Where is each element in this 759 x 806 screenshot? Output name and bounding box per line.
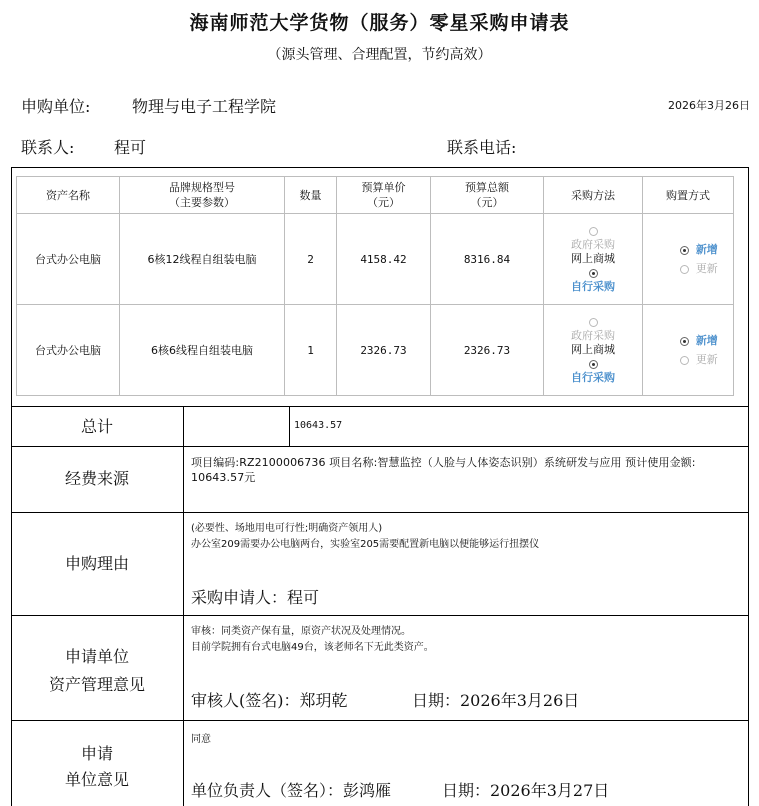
total-value: 10643.57 bbox=[294, 420, 343, 431]
unit-value: 物理与电子工程学院 bbox=[132, 97, 277, 116]
radio-gov-purchase[interactable] bbox=[589, 318, 598, 327]
items-header-row bbox=[17, 177, 734, 214]
col-qty: 数量 bbox=[285, 177, 337, 214]
radio-new[interactable] bbox=[680, 246, 689, 255]
option-new: 新增 bbox=[695, 334, 718, 347]
form-title: 海南师范大学货物（服务）零星采购申请表 bbox=[189, 12, 570, 34]
col-name: 资产名称 bbox=[17, 177, 120, 214]
funding-text: 项目编码:RZ2100006736 项目名称:智慧监控（人脸与人体姿态识别）系统研发与应用 预计使用金额: 10643.57元 bbox=[191, 456, 696, 484]
option-gov-purchase: 政府采购 bbox=[571, 238, 615, 251]
item-qty: 2 bbox=[285, 214, 337, 305]
item-qty: 1 bbox=[285, 305, 337, 396]
item-name: 台式办公电脑 bbox=[17, 305, 120, 396]
divider bbox=[11, 512, 749, 513]
col-total: 预算总额 （元） bbox=[431, 177, 544, 214]
option-self-purchase: 自行采购 bbox=[571, 371, 615, 384]
purchase-method-group bbox=[544, 305, 643, 396]
col-method: 采购方法 bbox=[544, 177, 643, 214]
unit-label: 申购单位: bbox=[21, 97, 91, 116]
item-unit-price: 4158.42 bbox=[337, 214, 431, 305]
form-subtitle: （源头管理、合理配置，节约高效） bbox=[267, 47, 492, 63]
radio-new[interactable] bbox=[680, 337, 689, 346]
option-update: 更新 bbox=[695, 353, 718, 366]
option-gov-purchase: 政府采购 bbox=[571, 329, 615, 342]
reason-label: 申购理由 bbox=[64, 554, 129, 573]
radio-self-purchase[interactable] bbox=[589, 269, 598, 278]
contact-value: 程可 bbox=[114, 138, 147, 157]
purchase-method-group bbox=[544, 214, 643, 305]
purchase-mode-group bbox=[643, 305, 734, 396]
reviewer-signature: 审核人(签名)：郑玥乾 bbox=[191, 691, 348, 710]
leader-date: 日期：2026年3月27日 bbox=[442, 781, 610, 800]
option-online-mall: 网上商城 bbox=[571, 252, 615, 265]
option-new: 新增 bbox=[695, 243, 718, 256]
unit-opinion-text: 同意 bbox=[191, 734, 211, 745]
table-row bbox=[17, 305, 734, 396]
asset-opinion-label: 申请单位 资产管理意见 bbox=[48, 647, 145, 694]
contact-label: 联系人: bbox=[21, 138, 75, 157]
applicant-signature: 采购申请人：程可 bbox=[191, 588, 320, 607]
leader-signature: 单位负责人（签名）：彭鸿雁 bbox=[191, 781, 392, 800]
purchase-mode-group bbox=[643, 214, 734, 305]
option-update: 更新 bbox=[695, 262, 718, 275]
col-spec: 品牌规格型号 （主要参数） bbox=[120, 177, 285, 214]
divider bbox=[11, 406, 749, 407]
item-unit-price: 2326.73 bbox=[337, 305, 431, 396]
item-total: 8316.84 bbox=[431, 214, 544, 305]
reason-text: 办公室209需要办公电脑两台，实验室205需要配置新电脑以便能够运行扭摆仪 bbox=[191, 539, 540, 550]
radio-gov-purchase[interactable] bbox=[589, 227, 598, 236]
item-total: 2326.73 bbox=[431, 305, 544, 396]
radio-update[interactable] bbox=[680, 356, 689, 365]
item-spec: 6核6线程自组装电脑 bbox=[120, 305, 285, 396]
review-date: 日期：2026年3月26日 bbox=[412, 691, 580, 710]
option-online-mall: 网上商城 bbox=[571, 343, 615, 356]
divider bbox=[11, 615, 749, 616]
phone-label: 联系电话: bbox=[447, 138, 517, 157]
radio-update[interactable] bbox=[680, 265, 689, 274]
divider bbox=[11, 446, 749, 447]
col-unit-price: 预算单价 （元） bbox=[337, 177, 431, 214]
reason-hint: (必要性、场地用电可行性;明确资产领用人) bbox=[191, 523, 383, 534]
col-mode: 购置方式 bbox=[643, 177, 734, 214]
radio-self-purchase[interactable] bbox=[589, 360, 598, 369]
item-spec: 6核12线程自组装电脑 bbox=[120, 214, 285, 305]
divider bbox=[183, 406, 184, 806]
request-date: 2026年3月26日 bbox=[668, 99, 750, 112]
divider bbox=[289, 406, 290, 446]
divider bbox=[11, 720, 749, 721]
asset-opinion-line2: 目前学院拥有台式电脑49台，该老师名下无此类资产。 bbox=[191, 642, 434, 653]
total-label: 总计 bbox=[80, 417, 113, 436]
item-name: 台式办公电脑 bbox=[17, 214, 120, 305]
items-table bbox=[16, 176, 734, 396]
asset-opinion-line1: 审核：同类资产保有量，原资产状况及处理情况。 bbox=[191, 626, 411, 637]
funding-label: 经费来源 bbox=[64, 469, 129, 488]
table-row bbox=[17, 214, 734, 305]
option-self-purchase: 自行采购 bbox=[571, 280, 615, 293]
unit-opinion-label: 申请 单位意见 bbox=[64, 744, 129, 789]
